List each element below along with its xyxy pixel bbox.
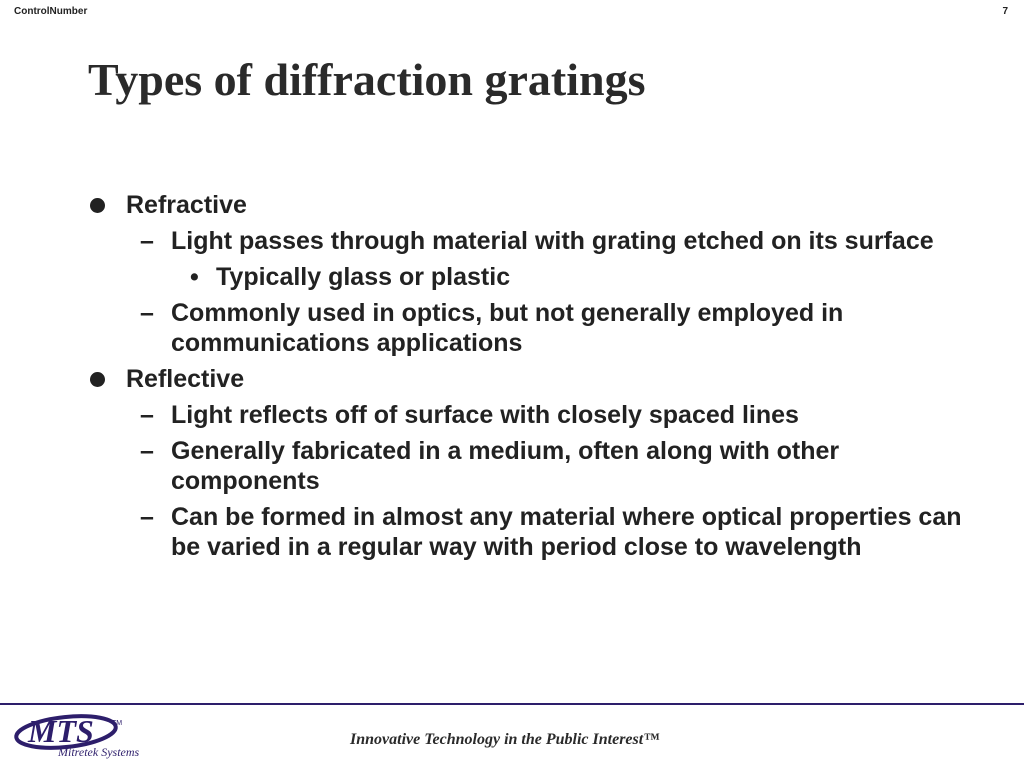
round-bullet-icon	[90, 198, 105, 213]
sub-bullet-text: Can be formed in almost any material where optical properties can be varied in a regular way with period close to wavelength	[171, 503, 962, 561]
mts-logo	[12, 708, 162, 764]
slide-title: Types of diffraction gratings	[88, 54, 646, 105]
sub-bullet-text: Light passes through material with grating etched on its surface	[171, 227, 934, 255]
bullet-reflective	[88, 364, 968, 394]
dash-bullet-icon: –	[140, 227, 154, 255]
sub-bullet-text: Light reflects off of surface with closely spaced lines	[171, 401, 799, 429]
round-bullet-icon	[90, 372, 105, 387]
bullet-text: Refractive	[126, 191, 247, 219]
control-number: ControlNumber	[14, 6, 88, 17]
logo-text: MTS	[28, 713, 94, 749]
dot-bullet-icon: •	[190, 263, 199, 291]
sub-bullet-generally-fabricated	[88, 436, 968, 496]
sub-bullet-light-passes	[88, 226, 968, 256]
sub-bullet-light-reflects	[88, 400, 968, 430]
logo-trademark: TM	[112, 720, 123, 727]
bullet-refractive	[88, 190, 968, 220]
bullet-text: Reflective	[126, 365, 245, 393]
dash-bullet-icon: –	[140, 401, 154, 429]
dash-bullet-icon: –	[140, 437, 154, 465]
sub-bullet-can-be-formed	[88, 502, 968, 562]
sub-bullet-text: Generally fabricated in a medium, often along with other components	[171, 437, 840, 495]
dash-bullet-icon: –	[140, 299, 154, 327]
sub-sub-bullet-glass-plastic	[88, 262, 968, 292]
footer-tagline: Innovative Technology in the Public Interest™	[350, 731, 660, 748]
footer-divider	[0, 703, 1024, 705]
sub-bullet-commonly-used	[88, 298, 968, 358]
logo-subtext: Mitretek Systems	[58, 745, 140, 759]
bullet-list	[88, 190, 968, 568]
page-number: 7	[1002, 6, 1008, 17]
sub-sub-bullet-text: Typically glass or plastic	[216, 263, 511, 291]
sub-bullet-text: Commonly used in optics, but not generally employed in communications applications	[171, 299, 844, 357]
dash-bullet-icon: –	[140, 503, 154, 531]
